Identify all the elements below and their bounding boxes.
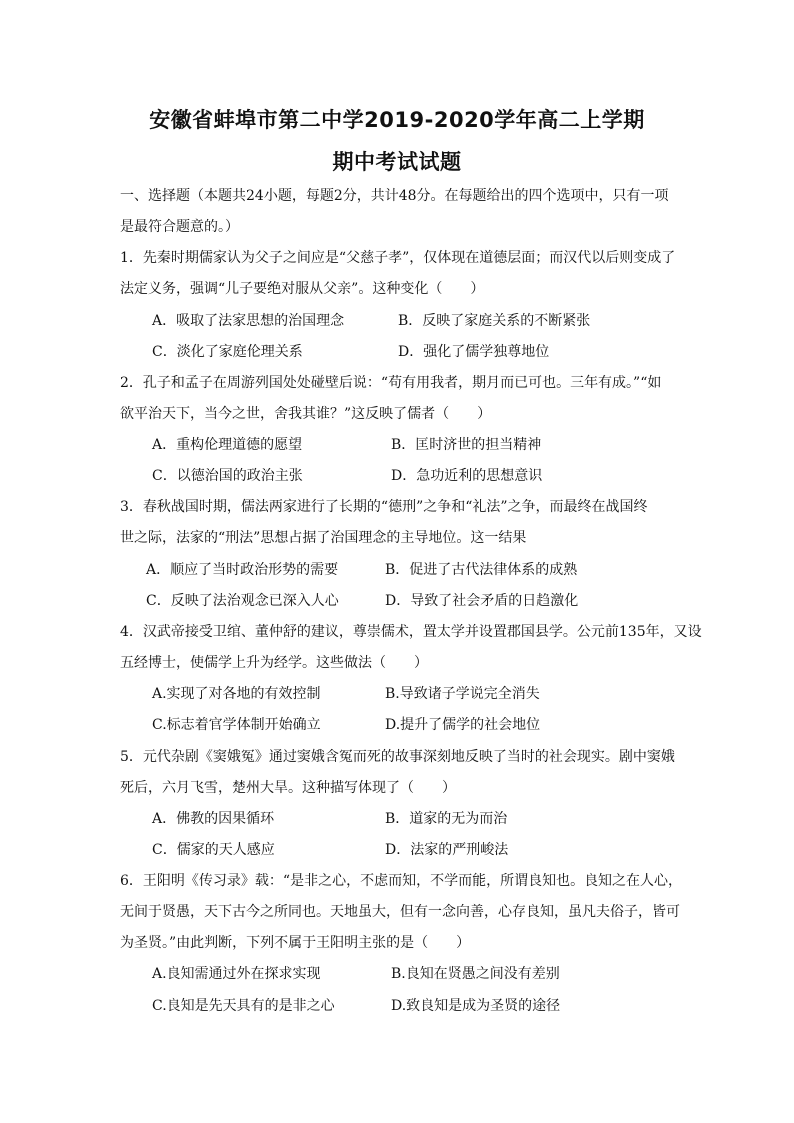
question-3-text: 世之际，法家的“刑法”思想占据了治国理念的主导地位。这一结果 xyxy=(120,530,527,546)
question-6-option-d: D.致良知是成为圣贤的途径 xyxy=(391,998,561,1014)
question-2-text: 欲平治天下，当今之世，舍我其谁？”这反映了儒者（ ） xyxy=(120,406,492,422)
section-instruction: 一、选择题（本题共24小题，每题2分，共计48分。在每题给出的四个选项中，只有一项 xyxy=(120,188,669,204)
document-subtitle: 期中考试试题 xyxy=(332,150,462,174)
question-6-text: 为圣贤。”由此判断，下列不属于王阳明主张的是（ ） xyxy=(120,935,471,951)
question-2-option-d: D．急功近利的思想意识 xyxy=(391,468,543,484)
question-3-text: 3．春秋战国时期，儒法两家进行了长期的“德刑”之争和“礼法”之争，而最终在战国终 xyxy=(120,499,648,515)
question-2-option-c: C．以德治国的政治主张 xyxy=(152,468,303,484)
question-4-text: 五经博士，使儒学上升为经学。这些做法（ ） xyxy=(120,655,428,671)
question-6-option-a: A.良知需通过外在探求实现 xyxy=(152,966,321,982)
document-title: 安徽省蚌埠市第二中学2019-2020学年高二上学期 xyxy=(149,108,645,132)
question-4-option-b: B.导致诸子学说完全消失 xyxy=(385,686,540,702)
question-1-text: 1．先秦时期儒家认为父子之间应是“父慈子孝”，仅体现在道德层面；而汉代以后则变成了 xyxy=(120,250,676,266)
question-5-option-b: B．道家的无为而治 xyxy=(385,811,508,827)
question-6-option-c: C.良知是先天具有的是非之心 xyxy=(152,998,335,1014)
question-4-option-a: A.实现了对各地的有效控制 xyxy=(152,686,321,702)
section-instruction-cont: 是最符合题意的。） xyxy=(120,219,239,235)
question-1-option-b: B．反映了家庭关系的不断紧张 xyxy=(398,313,591,329)
question-4-option-c: C.标志着官学体制开始确立 xyxy=(152,717,321,733)
question-1-option-c: C．淡化了家庭伦理关系 xyxy=(152,344,303,360)
question-3-option-c: C．反映了法治观念已深入人心 xyxy=(146,593,339,609)
question-3-option-d: D．导致了社会矛盾的日趋激化 xyxy=(385,593,579,609)
question-2-option-b: B．匡时济世的担当精神 xyxy=(391,437,542,453)
question-5-option-c: C．儒家的天人感应 xyxy=(152,842,275,858)
question-2-text: 2．孔子和孟子在周游列国处处碰壁后说：“苟有用我者，期月而已可也。三年有成。”“如 xyxy=(120,375,662,391)
question-3-option-a: A．顺应了当时政治形势的需要 xyxy=(146,562,339,578)
question-6-option-b: B.良知在贤愚之间没有差别 xyxy=(391,966,560,982)
question-2-option-a: A．重构伦理道德的愿望 xyxy=(152,437,303,453)
question-5-text: 死后，六月飞雪，楚州大旱。这种描写体现了（ ） xyxy=(120,780,456,796)
question-6-text: 6．王阳明《传习录》载：“是非之心，不虑而知，不学而能，所谓良知也。良知之在人心， xyxy=(120,873,683,889)
question-5-option-d: D．法家的严刑峻法 xyxy=(385,842,509,858)
question-1-option-d: D．强化了儒学独尊地位 xyxy=(398,344,550,360)
question-6-text: 无间于贤愚，天下古今之所同也。天地虽大，但有一念向善，心存良知，虽凡夫俗子，皆可 xyxy=(120,904,680,920)
question-1-text: 法定义务，强调“儿子要绝对服从父亲”。这种变化（ ） xyxy=(120,281,485,297)
question-3-option-b: B．促进了古代法律体系的成熟 xyxy=(385,562,578,578)
question-1-option-a: A．吸取了法家思想的治国理念 xyxy=(152,313,345,329)
question-4-text: 4．汉武帝接受卫绾、董仲舒的建议，尊崇儒术，置太学并设置郡国县学。公元前135年，又设 xyxy=(120,624,702,640)
question-4-option-d: D.提升了儒学的社会地位 xyxy=(385,717,541,733)
question-5-option-a: A．佛教的因果循环 xyxy=(152,811,275,827)
question-5-text: 5．元代杂剧《窦娥冤》通过窦娥含冤而死的故事深刻地反映了当时的社会现实。剧中窦娥 xyxy=(120,749,675,765)
